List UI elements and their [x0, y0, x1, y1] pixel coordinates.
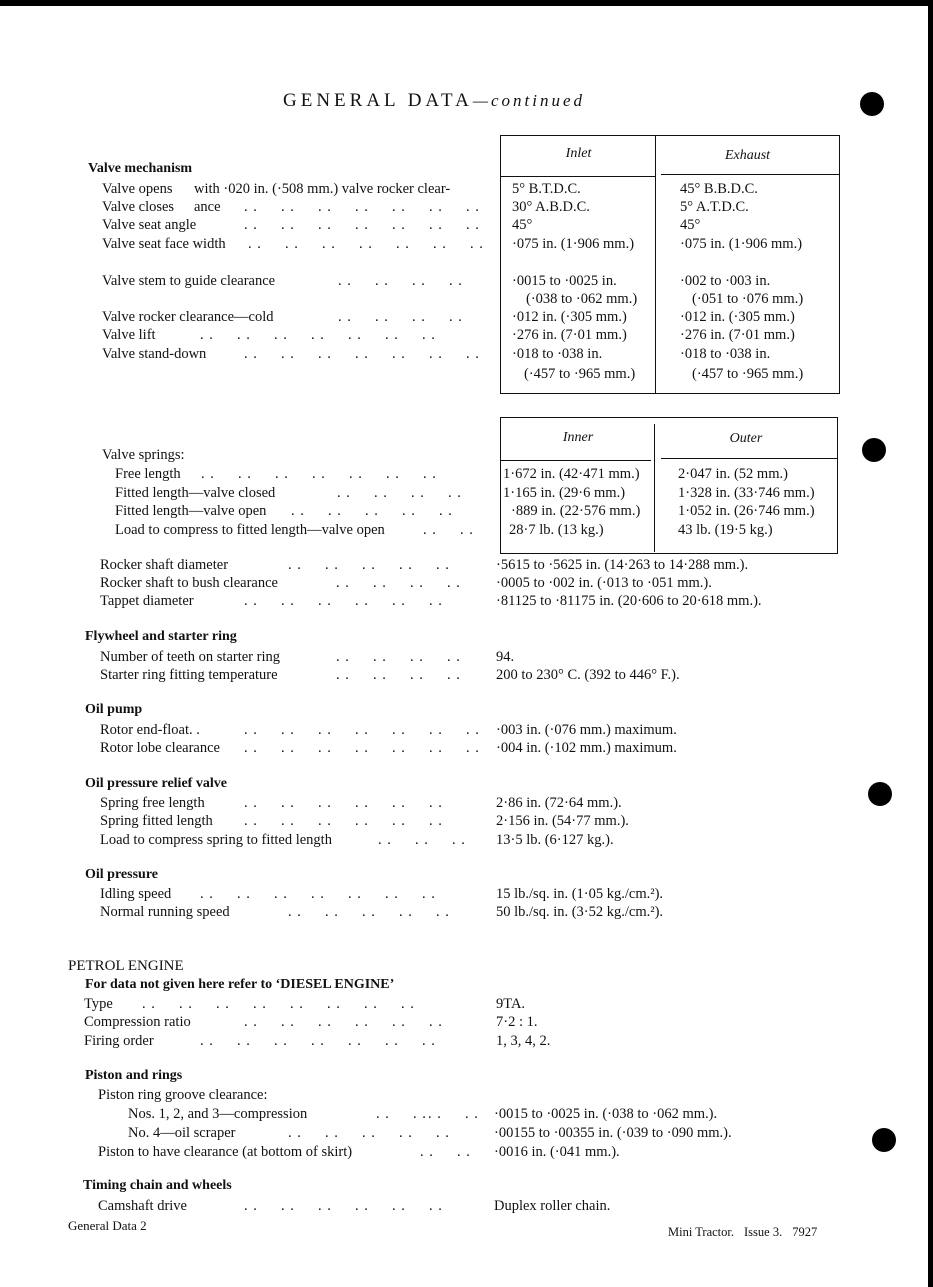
groove-clearance-label: Piston ring groove clearance:	[98, 1087, 268, 1103]
valve-stem-clearance-row: Valve stem to guide clearance . . . . . . . . ·0015 to ·0025 in. (·038 to ·062 mm.) ·002 to ·003 in. (·051 to ·076 mm.)	[102, 273, 804, 307]
footer-issue-number: Issue 3.	[744, 1225, 783, 1239]
column-outer: Outer	[729, 431, 763, 446]
title-suffix: —continued	[472, 91, 585, 110]
valve-stand-down-row: Valve stand-down . . . . . . . . . . . . . . ·018 to ·038 in. (·457 to ·965 mm.) ·018 to ·038 in. (·457 to ·965 mm.)	[102, 346, 804, 382]
column-exhaust: Exhaust	[724, 148, 771, 163]
page-title	[283, 90, 585, 112]
column-inlet: Inlet	[565, 146, 592, 161]
scan-edge-right	[928, 0, 933, 1287]
petrol-subheading: For data not given here refer to ‘DIESEL ENGINE’	[85, 977, 395, 992]
heading-valve-mechanism: Valve mechanism	[88, 161, 193, 176]
heading-timing: Timing chain and wheels	[83, 1178, 232, 1193]
punch-hole-3	[868, 782, 892, 806]
footer-issue	[668, 1225, 827, 1240]
valve-springs-heading: Valve springs:	[102, 447, 185, 463]
heading-petrol-engine: PETROL ENGINE	[68, 958, 184, 974]
title-main: GENERAL DATA	[283, 90, 473, 111]
heading-piston-rings: Piston and rings	[85, 1068, 183, 1083]
footer-model: Mini Tractor.	[668, 1225, 734, 1239]
heading-oil-pump: Oil pump	[85, 702, 143, 717]
scan-edge-top	[0, 0, 933, 6]
footer-doc-number: 7927	[792, 1225, 818, 1239]
footer-page-ref: General Data 2	[68, 1218, 147, 1233]
column-inner: Inner	[562, 430, 594, 445]
heading-oil-pressure: Oil pressure	[85, 867, 158, 882]
punch-hole-2	[862, 438, 886, 462]
punch-hole-4	[872, 1128, 896, 1152]
punch-hole-1	[860, 92, 884, 116]
heading-relief-valve: Oil pressure relief valve	[85, 776, 227, 791]
heading-flywheel: Flywheel and starter ring	[85, 629, 237, 644]
